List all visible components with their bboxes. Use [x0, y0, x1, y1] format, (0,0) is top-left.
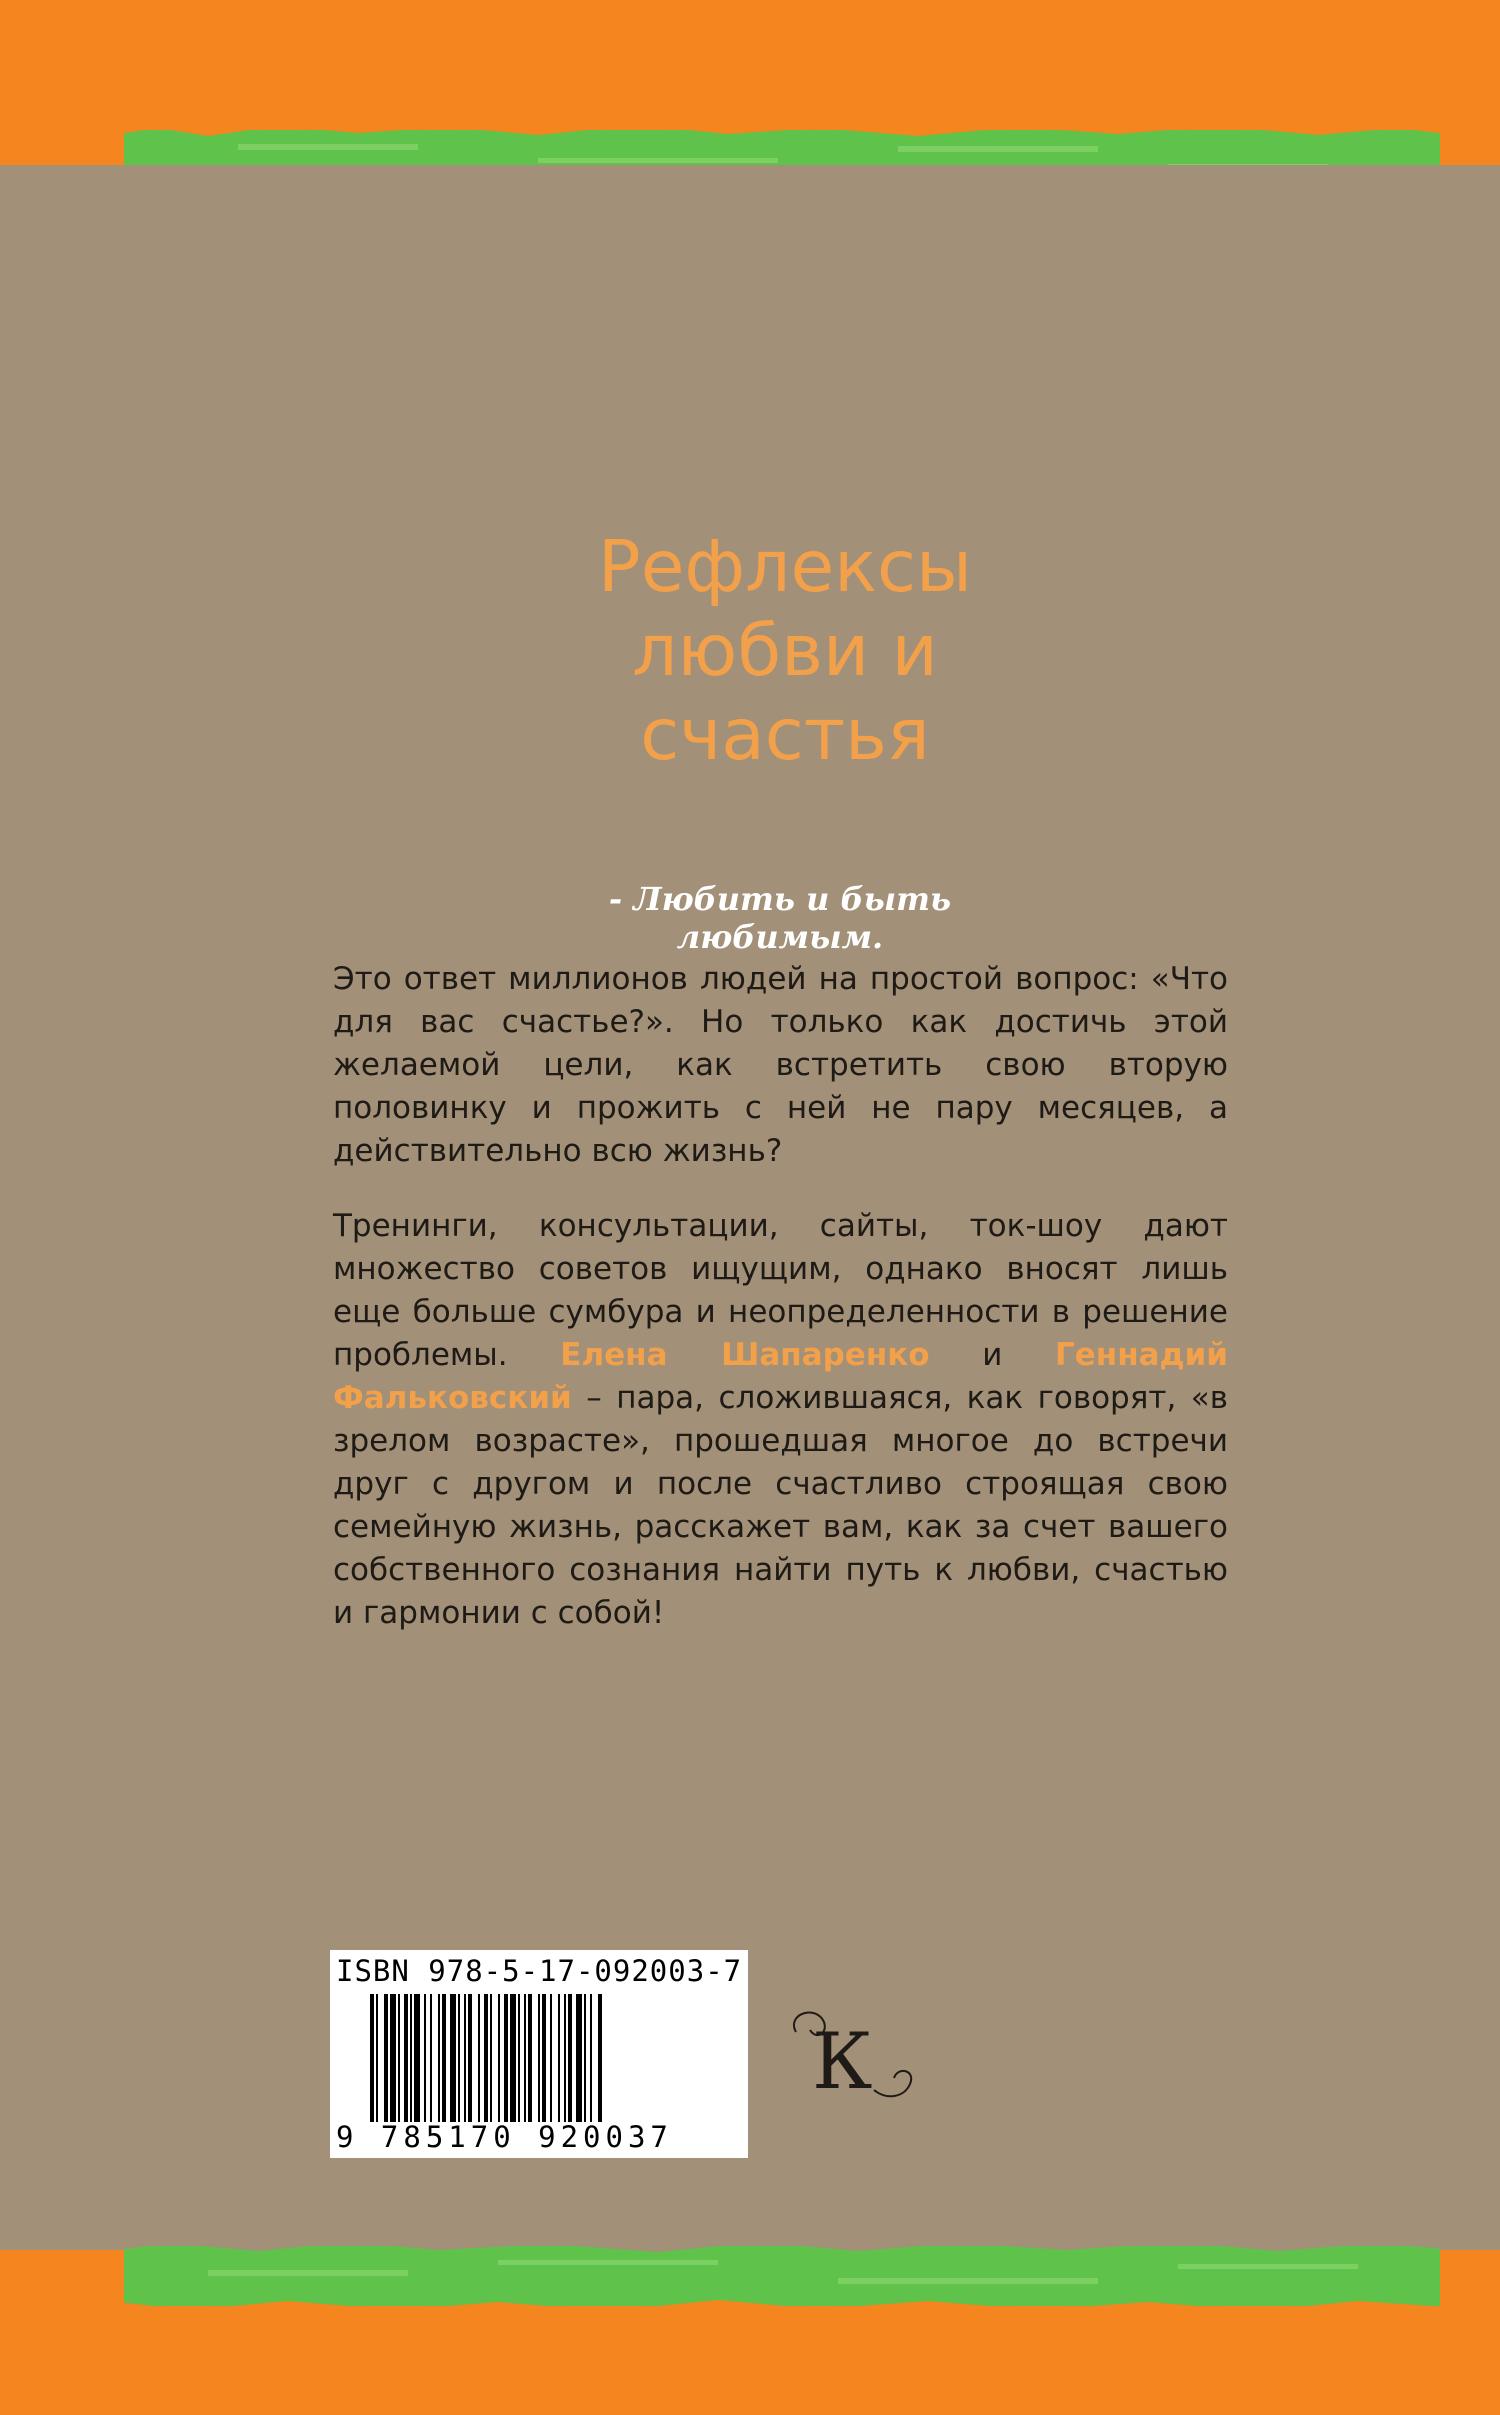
barcode-bar	[414, 1994, 420, 2122]
barcode-icon	[370, 1994, 710, 2122]
barcode-bar	[410, 1994, 412, 2122]
author-name-1: Елена Шапаренко	[560, 1337, 930, 1373]
barcode-bar	[498, 1994, 500, 2122]
barcode-bar	[518, 1994, 520, 2122]
book-title	[500, 525, 1070, 777]
description-paragraph-1: Это ответ миллионов людей на простой вопрос: «Что для вас счастье?». Но только как достичь этой желаемой цели, как встретить свою вторую половинку и прожить с ней не пару месяцев, а действительно всю жизнь?	[333, 961, 1228, 1169]
barcode-digits: 9 785170 920037	[336, 2120, 673, 2154]
bottom-green-stripe	[118, 2240, 1446, 2312]
tagline: - Любить и быть любимым.	[608, 880, 952, 956]
barcode-bar	[404, 1994, 408, 2122]
barcode-bar	[558, 1994, 560, 2122]
title-line-1: Рефлексы	[597, 525, 973, 608]
barcode-bar	[390, 1994, 396, 2122]
publisher-logo-icon	[786, 2004, 926, 2114]
author-name-2: Геннадий Фальковский	[333, 1337, 1229, 1416]
barcode-bar	[430, 1994, 432, 2122]
barcode-bar	[478, 1994, 480, 2122]
barcode-bar	[376, 1994, 378, 2122]
barcode-bar	[538, 1994, 540, 2122]
barcode-bar	[384, 1994, 388, 2122]
barcode-bar	[568, 1994, 572, 2122]
barcode-bar	[490, 1994, 492, 2122]
barcode-bar	[590, 1994, 592, 2122]
paragraph-2-end: – пара, сложившаяся, как говорят, «в зрелом возрасте», прошедшая многое до встречи друг с другом и после счастливо строящая свою семейную жизнь, расскажет вам, как за счет вашего собственного сознания найти путь к любви, счастью и гармонии с собой!	[333, 1380, 1228, 1631]
barcode-bar	[550, 1994, 552, 2122]
barcode-bar	[576, 1994, 582, 2122]
barcode-bar	[450, 1994, 456, 2122]
barcode-bar	[424, 1994, 426, 2122]
barcode-bar	[510, 1994, 516, 2122]
isbn-barcode-block	[330, 1950, 748, 2158]
title-line-2: любви и	[632, 609, 938, 692]
logo-letter: К	[812, 2017, 873, 2107]
isbn-label: ISBN 978-5-17-092003-7	[336, 1954, 743, 1988]
description-paragraph-2	[333, 1205, 1228, 1635]
barcode-bar	[398, 1994, 400, 2122]
barcode-bar	[458, 1994, 460, 2122]
barcode-bar	[564, 1994, 566, 2122]
barcode-bar	[598, 1994, 602, 2122]
barcode-bar	[438, 1994, 440, 2122]
barcode-bar	[468, 1994, 472, 2122]
barcode-bar	[524, 1994, 526, 2122]
paragraph-2-start: Тренинги, консультации, сайты, ток-шоу дают множество советов ищущим, однако вносят лишь еще больше сумбура и неопределенности в решение проблемы.	[333, 1208, 1228, 1373]
barcode-bar	[542, 1994, 546, 2122]
title-line-3: счастья	[640, 693, 930, 776]
barcode-bar	[484, 1994, 488, 2122]
barcode-bar	[370, 1994, 374, 2122]
barcode-bar	[528, 1994, 532, 2122]
barcode-bar	[584, 1994, 586, 2122]
conjunction: и	[982, 1337, 1003, 1373]
barcode-bar	[442, 1994, 446, 2122]
barcode-bar	[504, 1994, 508, 2122]
barcode-bar	[464, 1994, 466, 2122]
